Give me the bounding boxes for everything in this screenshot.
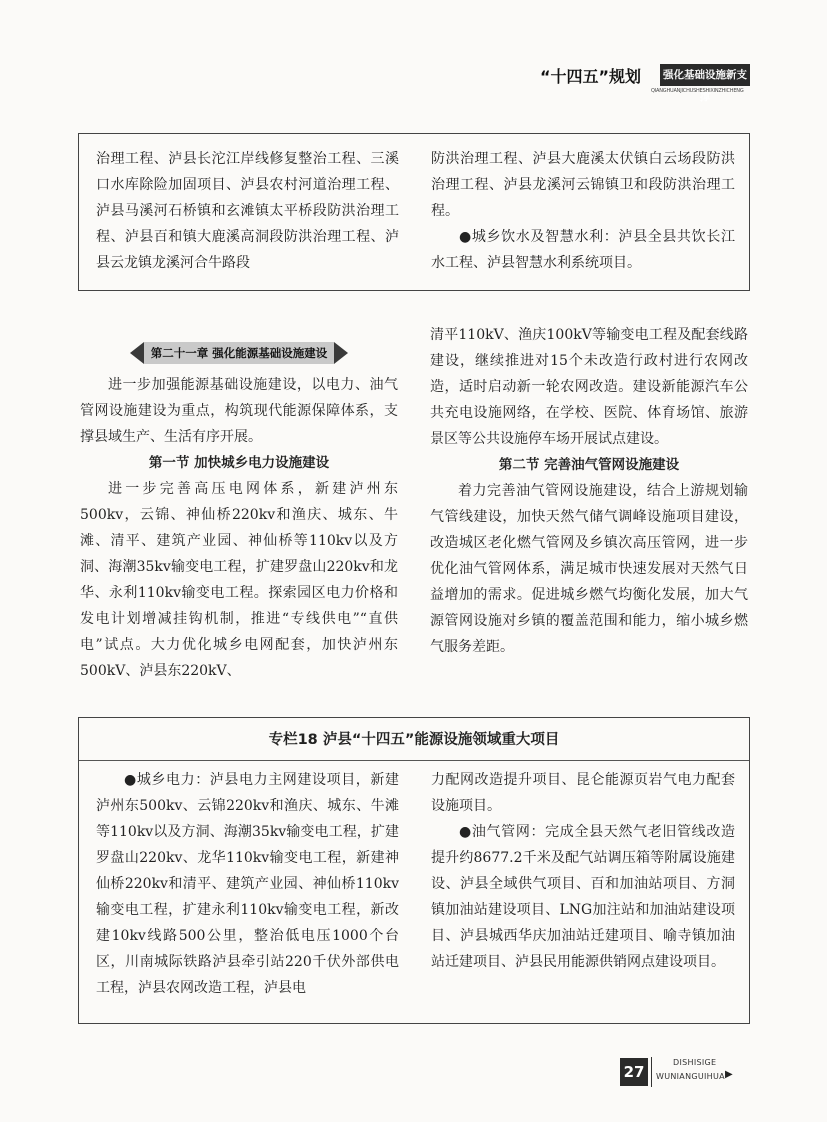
project-box-bottom [78, 717, 750, 1024]
continued-text: 清平110kV、渔庆100kV等输变电工程及配套线路建设，继续推进对15个未改造行政村进行农网改造，适时启动新一轮农网改造。建设新能源汽车公共充电设施网络，在学校、医院、体育场馆、旅游景区等公共设施停车场开展试点建设。 [430, 327, 748, 447]
section2-title: 第二节 完善油气管网设施建设 [498, 457, 680, 473]
footer-line2: WUNIANGUIHUA [656, 1072, 725, 1081]
box2-title: 专栏18 泸县“十四五”能源设施领域重大项目 [79, 718, 749, 761]
section2-text: 着力完善油气管网设施建设，结合上游规划输气管线建设，加快天然气储气调峰设施项目建设，改造城区老化燃气管网及乡镇次高压管网，进一步优化油气管网体系，满足城市快速发展对天然气日益增加的需求。促进城乡燃气均衡化发展，加大气源管网设施对乡镇的覆盖范围和能力，缩小城乡燃气服务差距。 [430, 483, 748, 655]
box2-left-text: ●城乡电力：泸县电力主网建设项目，新建泸州东500kv、云锦220kv和渔庆、城东、牛滩等110kv以及方洞、海潮35kv输变电工程，扩建罗盘山220kv、龙华110kv输变电工程，新建神仙桥220kv和清平、建筑产业园、神仙桥110kv输变电工程，扩建永利110kv输变电工程，新改建10kv线路500公里，整治低电压1000个台区，川南城际铁路泸县牵引站220千伏外部供电工程，泸县农网改造工程，泸县电 [96, 772, 399, 996]
project-box-top [78, 133, 750, 291]
section1-title: 第一节 加快城乡电力设施建设 [148, 455, 330, 471]
box2-right-column [431, 767, 735, 975]
chapter-banner [130, 342, 348, 364]
banner-right-arrow-icon [334, 342, 348, 364]
header-title: “十四五”规划 [540, 67, 642, 86]
page-number: 27 [620, 1058, 648, 1086]
main-left-column [80, 372, 398, 684]
box2-right-para1: 力配网改造提升项目、昆仑能源页岩气电力配套设施项目。 [431, 772, 735, 814]
header-pinyin: QIANGHUANJICHUSHESHIXINZHICHENG [651, 88, 744, 94]
box1-left-text: 治理工程、泸县长沱江岸线修复整治工程、三溪口水库除险加固项目、泸县农村河道治理工程、泸县马溪河石桥镇和玄滩镇太平桥段防洪治理工程、泸县百和镇大鹿溪高洞段防洪治理工程、泸县云龙镇龙溪河合牛路段 [96, 151, 399, 271]
section1-text: 进一步完善高压电网体系，新建泸州东500kv，云锦、神仙桥220kv和渔庆、城东、牛滩、清平、建筑产业园、神仙桥等110kv以及方洞、海潮35kv输变电工程，扩建罗盘山220kv和龙华、永利110kv输变电工程。探索园区电力价格和发电计划增减挂钩机制，推进“专线供电”“直供电”试点。大力优化城乡电网配套，加快泸州东500kV、泸县东220kV、 [80, 481, 398, 679]
chapter-intro: 进一步加强能源基础设施建设，以电力、油气管网设施建设为重点，构筑现代能源保障体系，支撑县域生产、生活有序开展。 [80, 377, 398, 445]
main-right-column [430, 322, 748, 660]
box2-right-para2: ●油气管网：完成全县天然气老旧管线改造提升约8677.2千米及配气站调压箱等附属设施建设、泸县全域供气项目、百和加油站项目、方洞镇加油站建设项目、LNG加注站和加油站建设项目、泸县城西华庆加油站迁建项目、喻寺镇加油站迁建项目、泸县民用能源供销网点建设项目。 [431, 824, 735, 970]
box1-right-para2: ●城乡饮水及智慧水利：泸县全县共饮长江水工程、泸县智慧水利系统项目。 [431, 229, 735, 271]
box2-left-column [96, 767, 399, 1001]
box1-left-column [96, 146, 399, 276]
box1-right-para1: 防洪治理工程、泸县大鹿溪太伏镇白云场段防洪治理工程、泸县龙溪河云锦镇卫和段防洪治理工程。 [431, 151, 735, 219]
footer-line1: DISHISIGE [673, 1058, 717, 1067]
header-tag: 强化基础设施新支撑 [660, 64, 750, 86]
footer-arrow-icon: ▶ [725, 1069, 733, 1080]
chapter-title: 第二十一章 强化能源基础设施建设 [150, 346, 328, 360]
box1-right-column [431, 146, 735, 276]
footer-divider [651, 1057, 652, 1087]
banner-left-arrow-icon [130, 342, 144, 364]
